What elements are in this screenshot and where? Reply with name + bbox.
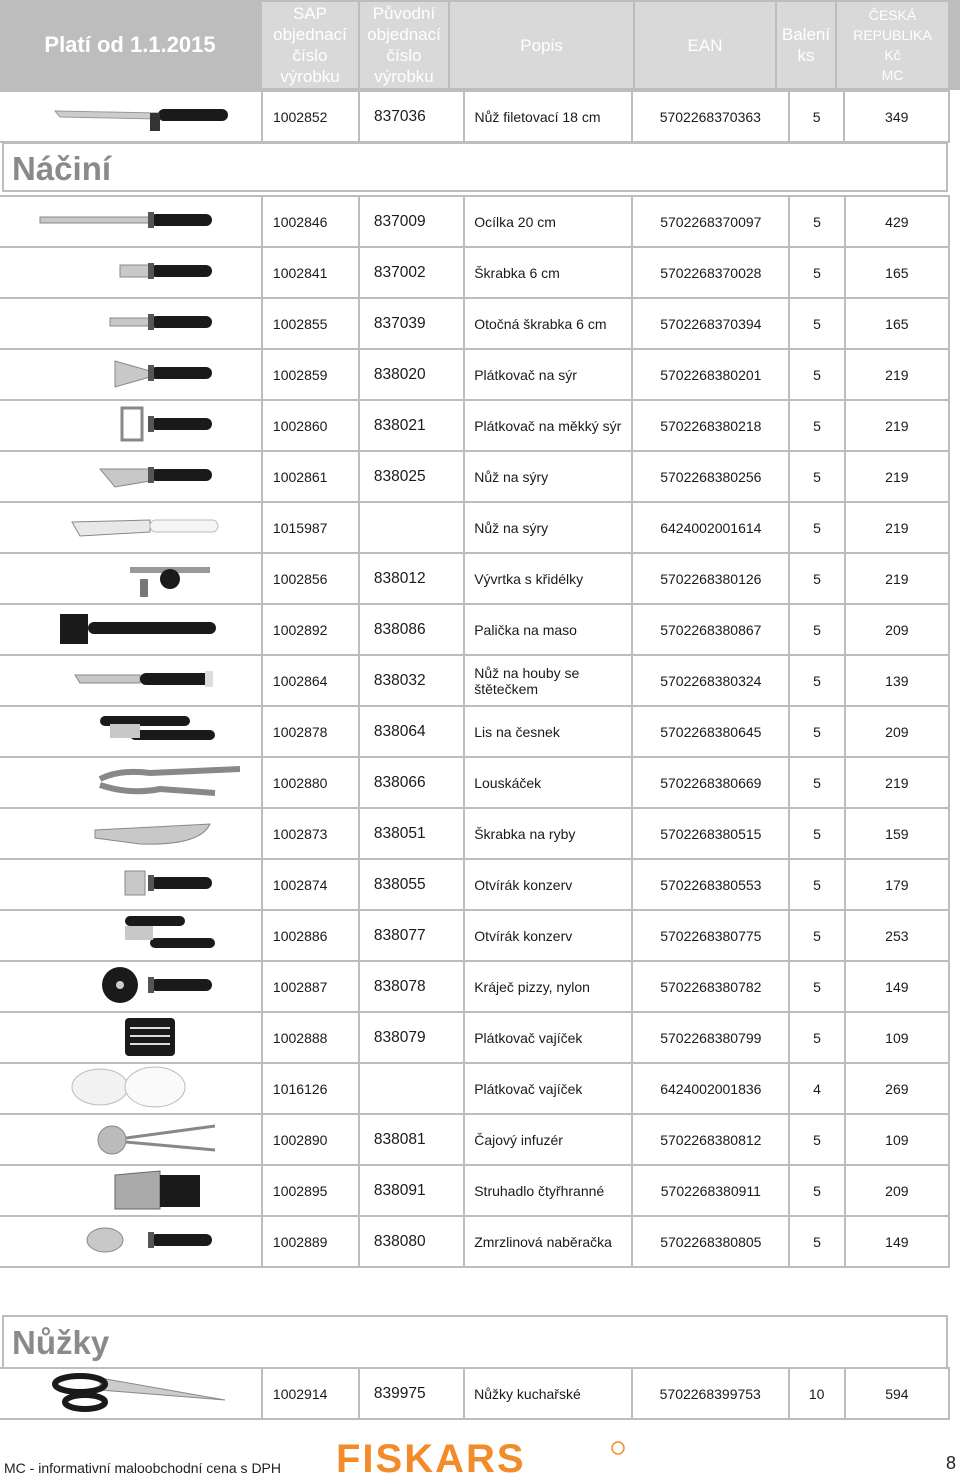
ean-cell: 5702268380645 — [632, 706, 789, 757]
table-row — [0, 1165, 949, 1216]
section-title-nuzky: Nůžky — [2, 1315, 948, 1367]
table-row — [0, 910, 949, 961]
product-image-cell — [0, 1216, 262, 1267]
pack-cell: 5 — [789, 1165, 845, 1216]
can-opener-2-icon — [0, 912, 250, 957]
product-image-cell — [0, 247, 262, 298]
pack-cell: 5 — [789, 400, 845, 451]
price-cell: 165 — [845, 247, 949, 298]
desc-cell: Ocílka 20 cm — [464, 196, 632, 247]
table-row — [0, 349, 949, 400]
ean-cell: 5702268370363 — [632, 91, 789, 142]
ean-cell: 5702268380256 — [632, 451, 789, 502]
swivel-peeler-icon — [0, 300, 250, 345]
orig-cell: 838077 — [359, 910, 464, 961]
product-image-cell — [0, 553, 262, 604]
sap-cell: 1002914 — [262, 1368, 359, 1419]
ean-cell: 5702268380218 — [632, 400, 789, 451]
sharpening-steel-icon — [0, 198, 250, 243]
col-price-header — [837, 2, 948, 88]
ean-cell: 5702268380799 — [632, 1012, 789, 1063]
ean-cell: 5702268380201 — [632, 349, 789, 400]
product-image-cell — [0, 91, 262, 142]
price-cell: 219 — [845, 553, 949, 604]
ean-cell: 5702268380805 — [632, 1216, 789, 1267]
price-cell: 139 — [845, 655, 949, 706]
orig-cell: 837002 — [359, 247, 464, 298]
table-row — [0, 451, 949, 502]
desc-cell: Nůž filetovací 18 cm — [464, 91, 631, 142]
product-image-cell — [0, 349, 262, 400]
sap-cell: 1015987 — [262, 502, 359, 553]
orig-cell: 838012 — [359, 553, 464, 604]
pack-cell: 5 — [789, 349, 845, 400]
ean-cell: 6424002001836 — [632, 1063, 789, 1114]
desc-cell: Čajový infuzér — [464, 1114, 632, 1165]
desc-cell: Plátkovač na měkký sýr — [464, 400, 632, 451]
pack-cell: 5 — [789, 247, 845, 298]
ean-cell: 5702268380782 — [632, 961, 789, 1012]
pizza-cutter-icon — [0, 963, 250, 1008]
footer-note: MC - informativní maloobchodní cena s DPH — [4, 1460, 281, 1476]
product-image-cell — [0, 859, 262, 910]
price-cell: 109 — [845, 1012, 949, 1063]
table-row — [0, 808, 949, 859]
col-price-currency: Kč — [884, 47, 901, 63]
table-row — [0, 1063, 949, 1114]
cheese-slicer-icon — [0, 351, 250, 396]
orig-cell: 838086 — [359, 604, 464, 655]
desc-cell: Škrabka 6 cm — [464, 247, 632, 298]
sap-cell: 1002864 — [262, 655, 359, 706]
product-image-cell — [0, 1063, 262, 1114]
price-cell: 219 — [845, 349, 949, 400]
orig-cell: 838066 — [359, 757, 464, 808]
fish-scaler-icon — [0, 810, 250, 855]
table-row — [0, 196, 949, 247]
sap-cell: 1002890 — [262, 1114, 359, 1165]
product-image-cell — [0, 910, 262, 961]
table-row — [0, 1012, 949, 1063]
sap-cell: 1002892 — [262, 604, 359, 655]
desc-cell: Otočná škrabka 6 cm — [464, 298, 632, 349]
pack-cell: 5 — [789, 655, 845, 706]
corkscrew-icon — [0, 555, 250, 600]
table-row — [0, 1216, 949, 1267]
page-number: 8 — [946, 1453, 957, 1473]
orig-cell: 838025 — [359, 451, 464, 502]
ean-cell: 5702268380669 — [632, 757, 789, 808]
pack-cell: 4 — [789, 1063, 845, 1114]
pack-cell: 5 — [789, 502, 845, 553]
sap-cell: 1002861 — [262, 451, 359, 502]
product-image-cell — [0, 961, 262, 1012]
orig-cell: 838064 — [359, 706, 464, 757]
desc-cell: Kráječ pizzy, nylon — [464, 961, 632, 1012]
ean-cell: 5702268380324 — [632, 655, 789, 706]
desc-cell: Zmrzlinová naběračka — [464, 1216, 632, 1267]
cheese-knife-icon — [0, 453, 250, 498]
ean-cell: 5702268380515 — [632, 808, 789, 859]
sap-cell: 1002855 — [262, 298, 359, 349]
table-header — [0, 0, 960, 90]
product-image-cell — [0, 502, 262, 553]
product-image-cell — [0, 1165, 262, 1216]
price-cell: 219 — [845, 757, 949, 808]
table-row — [0, 91, 949, 142]
ean-cell: 5702268370097 — [632, 196, 789, 247]
table-row — [0, 604, 949, 655]
tea-infuser-icon — [0, 1116, 250, 1161]
sap-cell: 1002873 — [262, 808, 359, 859]
orig-cell — [359, 502, 464, 553]
white-cheese-knife-icon — [0, 504, 250, 549]
table-row — [0, 961, 949, 1012]
price-cell: 209 — [845, 604, 949, 655]
desc-cell: Louskáček — [464, 757, 632, 808]
product-image-cell — [0, 604, 262, 655]
brand-text: FISKARS — [336, 1440, 526, 1478]
orig-cell: 838080 — [359, 1216, 464, 1267]
product-image-cell — [0, 400, 262, 451]
col-price-country: ČESKÁ REPUBLIKA — [853, 7, 932, 43]
price-cell: 209 — [845, 706, 949, 757]
meat-tenderizer-icon — [0, 606, 250, 651]
price-cell: 219 — [845, 451, 949, 502]
desc-cell: Nůž na sýry — [464, 451, 632, 502]
top-table — [0, 90, 950, 143]
sap-cell: 1002895 — [262, 1165, 359, 1216]
price-cell: 165 — [845, 298, 949, 349]
price-cell: 219 — [845, 502, 949, 553]
table-row — [0, 502, 949, 553]
price-cell: 349 — [844, 91, 949, 142]
sap-cell: 1002889 — [262, 1216, 359, 1267]
table-row — [0, 298, 949, 349]
nacini-table — [0, 195, 950, 1268]
orig-cell: 838055 — [359, 859, 464, 910]
sap-cell: 1002880 — [262, 757, 359, 808]
pack-cell: 5 — [789, 859, 845, 910]
table-row — [0, 859, 949, 910]
table-row — [0, 400, 949, 451]
desc-cell: Škrabka na ryby — [464, 808, 632, 859]
price-cell: 109 — [845, 1114, 949, 1165]
sap-cell: 1002859 — [262, 349, 359, 400]
price-cell: 269 — [845, 1063, 949, 1114]
orig-cell: 837009 — [359, 196, 464, 247]
price-cell: 149 — [845, 961, 949, 1012]
orig-cell: 838091 — [359, 1165, 464, 1216]
price-cell: 253 — [845, 910, 949, 961]
desc-cell: Plátkovač na sýr — [464, 349, 632, 400]
sap-cell: 1002888 — [262, 1012, 359, 1063]
col-desc-header: Popis — [450, 2, 633, 88]
price-cell: 179 — [845, 859, 949, 910]
pack-cell: 5 — [789, 706, 845, 757]
product-image-cell — [0, 196, 262, 247]
col-orig-header: Původní objednací číslo výrobku — [360, 2, 448, 88]
orig-cell: 837039 — [359, 298, 464, 349]
desc-cell: Struhadlo čtyřhranné — [464, 1165, 632, 1216]
sap-cell: 1002856 — [262, 553, 359, 604]
desc-cell: Nůž na sýry — [464, 502, 632, 553]
sap-cell: 1002887 — [262, 961, 359, 1012]
pack-cell: 5 — [789, 1114, 845, 1165]
product-image-cell — [0, 451, 262, 502]
mushroom-knife-icon — [0, 657, 250, 702]
desc-cell: Palička na maso — [464, 604, 632, 655]
peeler-icon — [0, 249, 250, 294]
ean-cell: 5702268370394 — [632, 298, 789, 349]
valid-from-label: Platí od 1.1.2015 — [44, 32, 216, 57]
table-row — [0, 655, 949, 706]
product-image-cell — [0, 757, 262, 808]
desc-cell: Nůž na houby se štětečkem — [464, 655, 632, 706]
price-cell: 149 — [845, 1216, 949, 1267]
nutcracker-icon — [0, 759, 250, 804]
table-row — [0, 553, 949, 604]
pack-cell: 5 — [789, 757, 845, 808]
desc-cell: Plátkovač vajíček — [464, 1063, 632, 1114]
desc-cell: Otvírák konzerv — [464, 910, 632, 961]
desc-cell: Vývrtka s křidélky — [464, 553, 632, 604]
product-image-cell — [0, 298, 262, 349]
sap-cell: 1002878 — [262, 706, 359, 757]
orig-cell: 839975 — [359, 1368, 464, 1419]
product-image-cell — [0, 655, 262, 706]
pack-cell: 5 — [789, 1216, 845, 1267]
soft-cheese-slicer-icon — [0, 402, 250, 447]
pack-cell: 5 — [789, 961, 845, 1012]
sap-cell: 1002852 — [262, 91, 359, 142]
orig-cell: 838020 — [359, 349, 464, 400]
ean-cell: 5702268370028 — [632, 247, 789, 298]
ean-cell: 5702268380911 — [632, 1165, 789, 1216]
ean-cell: 5702268380126 — [632, 553, 789, 604]
price-cell: 429 — [845, 196, 949, 247]
ean-cell: 5702268380553 — [632, 859, 789, 910]
orig-cell: 838021 — [359, 400, 464, 451]
pack-cell: 5 — [789, 298, 845, 349]
product-image-cell — [0, 706, 262, 757]
product-image-cell — [0, 1368, 262, 1419]
desc-cell: Otvírák konzerv — [464, 859, 632, 910]
sap-cell: 1002886 — [262, 910, 359, 961]
col-sap-header: SAP objednací číslo výrobku — [262, 2, 358, 88]
table-row — [0, 706, 949, 757]
col-ean-header: EAN — [635, 2, 775, 88]
fillet-knife-icon — [0, 93, 250, 138]
pack-cell: 5 — [789, 910, 845, 961]
pack-cell: 5 — [789, 1012, 845, 1063]
product-image-cell — [0, 808, 262, 859]
nuzky-table — [0, 1367, 950, 1420]
orig-cell: 838032 — [359, 655, 464, 706]
fiskars-logo — [336, 1440, 636, 1478]
kitchen-scissors-icon — [0, 1370, 250, 1415]
product-image-cell — [0, 1012, 262, 1063]
box-grater-icon — [0, 1167, 250, 1212]
desc-cell: Nůžky kuchařské — [464, 1368, 632, 1419]
orig-cell — [359, 1063, 464, 1114]
table-row — [0, 247, 949, 298]
price-cell: 219 — [845, 400, 949, 451]
ean-cell: 5702268399753 — [632, 1368, 789, 1419]
col-pack-header: Balení ks — [777, 2, 835, 88]
table-row — [0, 1368, 949, 1419]
egg-slicer-icon — [0, 1014, 250, 1059]
ean-cell: 5702268380867 — [632, 604, 789, 655]
sap-cell: 1002860 — [262, 400, 359, 451]
price-cell: 209 — [845, 1165, 949, 1216]
orig-cell: 838081 — [359, 1114, 464, 1165]
orig-cell: 837036 — [359, 91, 464, 142]
pack-cell: 5 — [789, 451, 845, 502]
pack-cell: 5 — [789, 808, 845, 859]
pack-cell: 5 — [789, 196, 845, 247]
table-row — [0, 1114, 949, 1165]
product-image-cell — [0, 1114, 262, 1165]
ean-cell: 5702268380812 — [632, 1114, 789, 1165]
sap-cell: 1002841 — [262, 247, 359, 298]
orig-cell: 838079 — [359, 1012, 464, 1063]
orig-cell: 838078 — [359, 961, 464, 1012]
pack-cell: 5 — [789, 553, 845, 604]
orig-cell: 838051 — [359, 808, 464, 859]
price-cell: 159 — [845, 808, 949, 859]
desc-cell: Plátkovač vajíček — [464, 1012, 632, 1063]
white-egg-slicer-icon — [0, 1065, 250, 1110]
ice-cream-scoop-icon — [0, 1218, 250, 1263]
price-cell: 594 — [845, 1368, 949, 1419]
table-row — [0, 757, 949, 808]
pack-cell: 10 — [789, 1368, 845, 1419]
desc-cell: Lis na česnek — [464, 706, 632, 757]
pack-cell: 5 — [789, 91, 845, 142]
sap-cell: 1016126 — [262, 1063, 359, 1114]
col-price-type: MC — [881, 67, 904, 83]
ean-cell: 6424002001614 — [632, 502, 789, 553]
section-title-nacini: Náčiní — [2, 142, 948, 192]
garlic-press-icon — [0, 708, 250, 753]
can-opener-icon — [0, 861, 250, 906]
sap-cell: 1002874 — [262, 859, 359, 910]
pack-cell: 5 — [789, 604, 845, 655]
ean-cell: 5702268380775 — [632, 910, 789, 961]
sap-cell: 1002846 — [262, 196, 359, 247]
